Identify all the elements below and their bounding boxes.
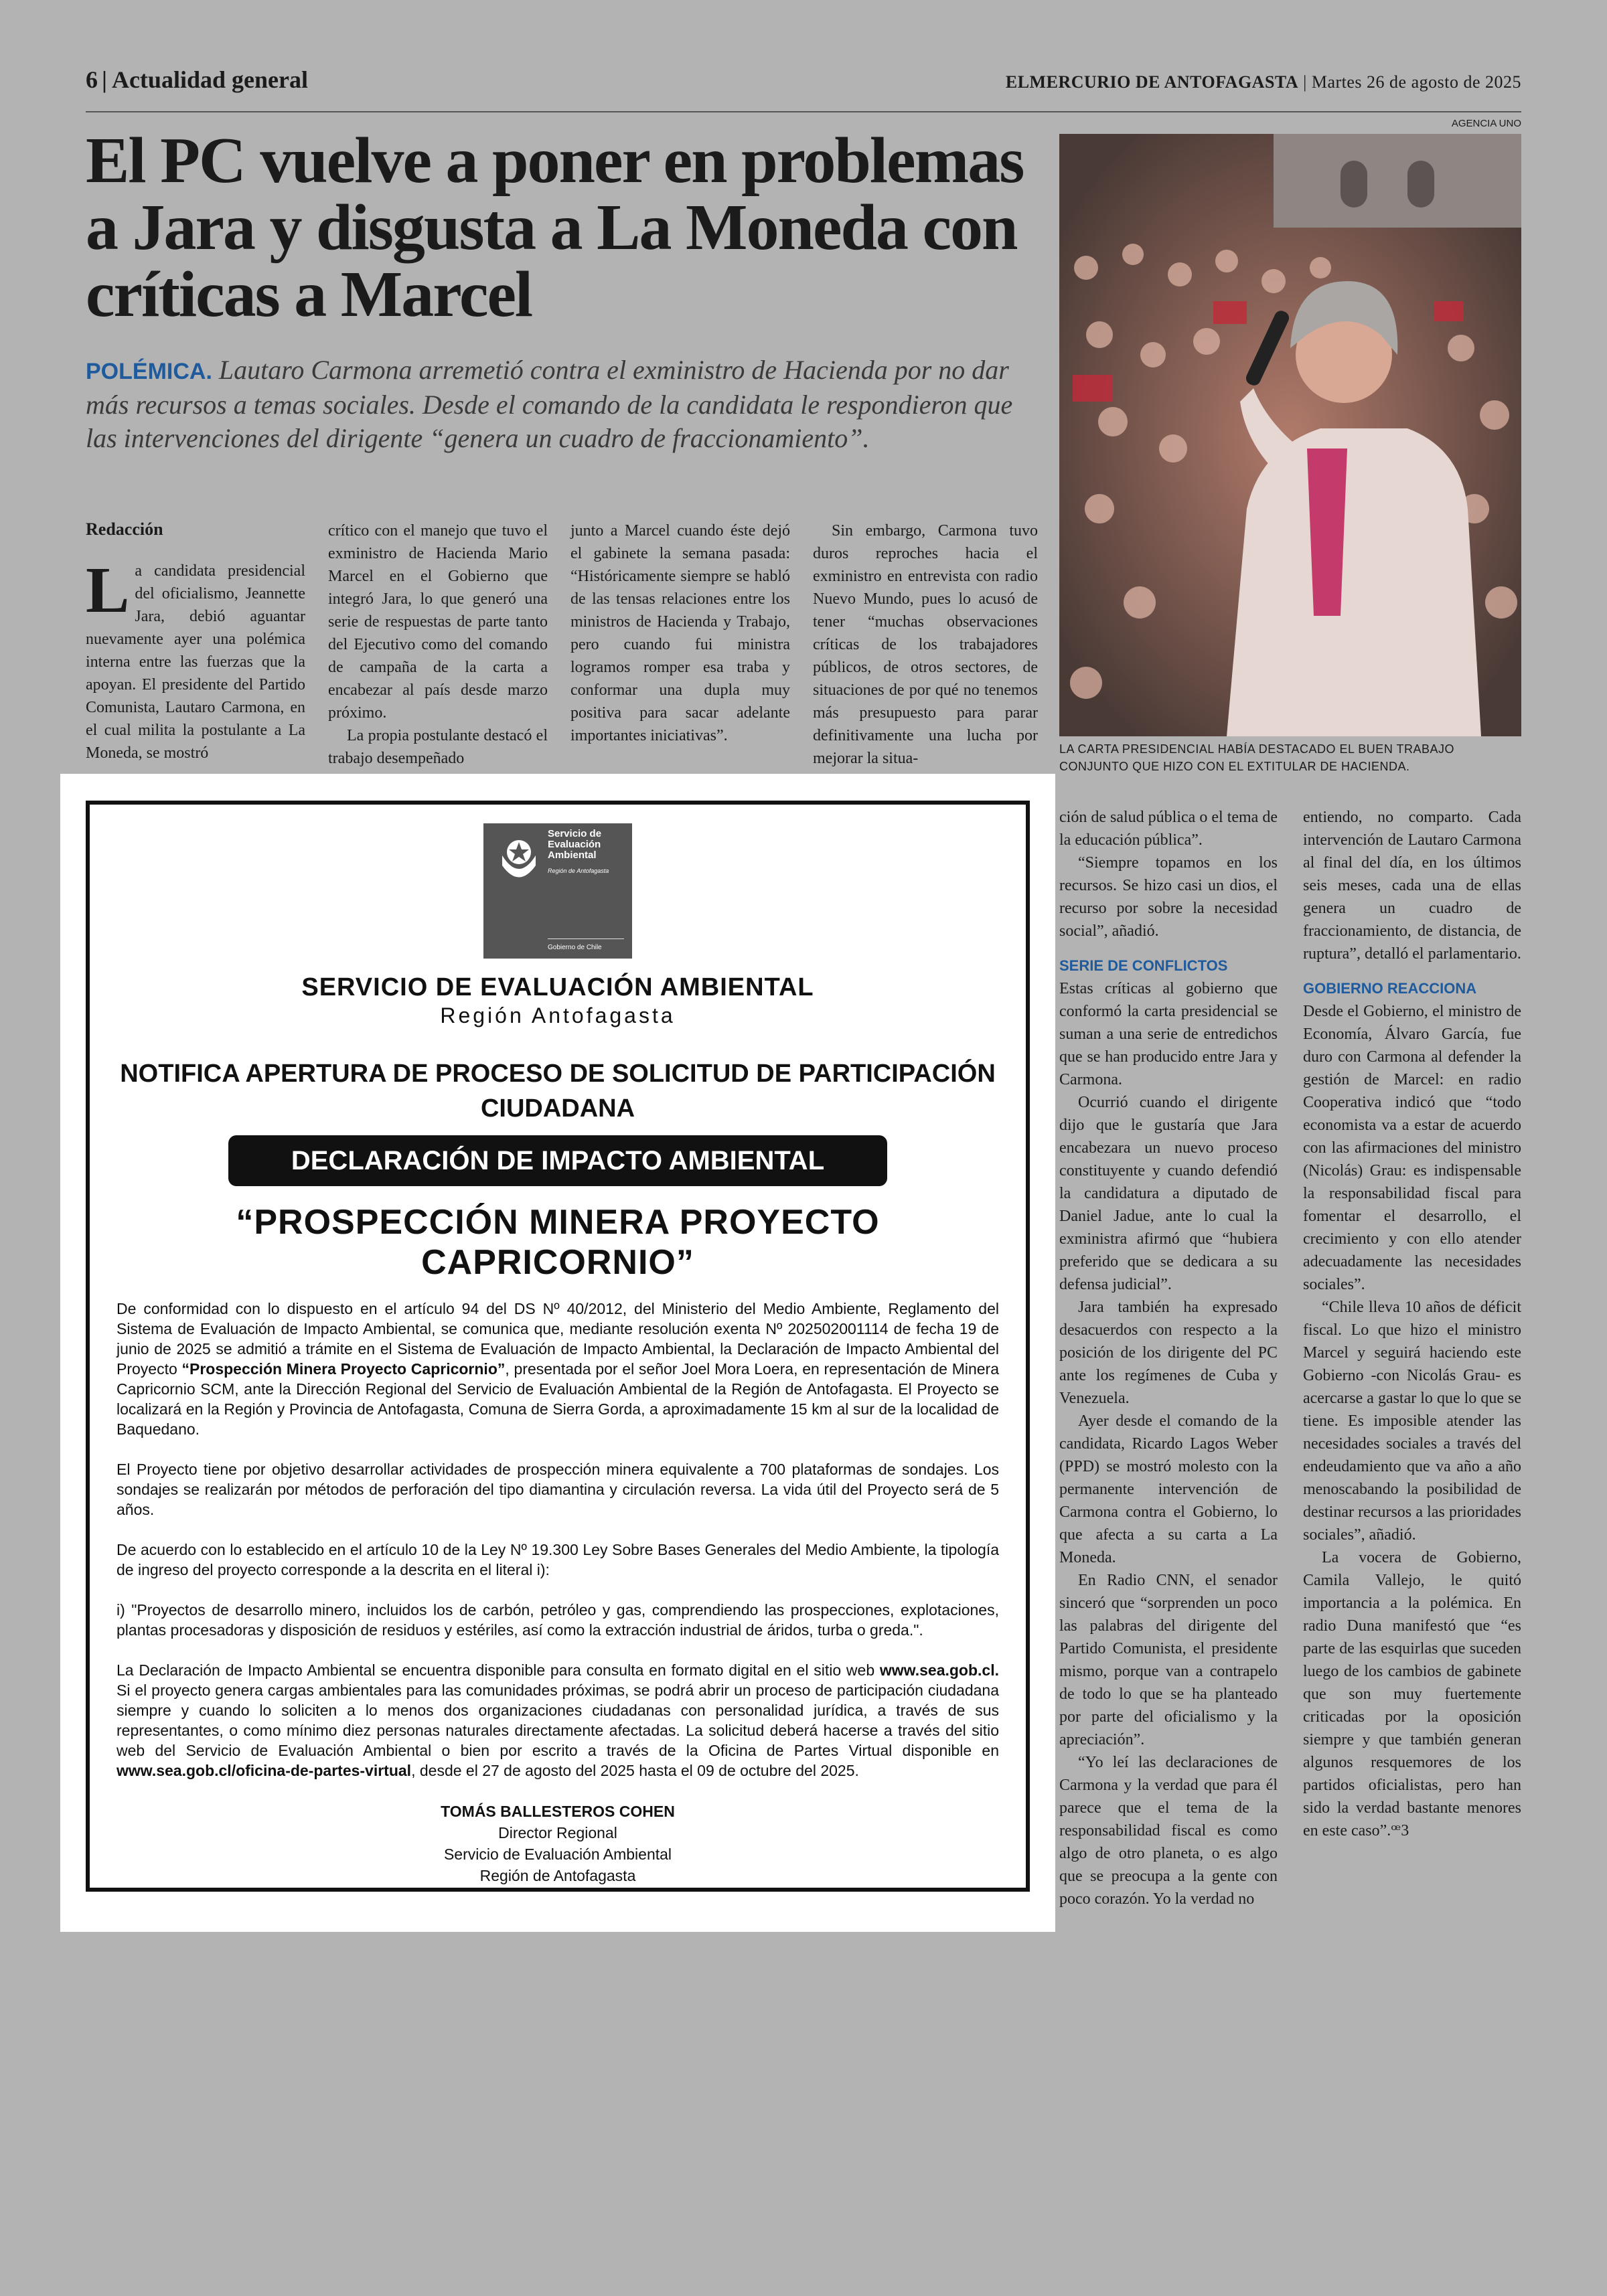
col6-paragraph: “Chile lleva 10 años de déficit fiscal. Lo que hizo el ministro Marcel y seguirá haciendo este Gobierno -con Nicolás Grau- es acercarse a gastar lo que lo que se tiene. Es imposible atender las necesidades sociales a través del endeudamiento que va año a año menoscabando la posibilidad de destinar recursos a las prioridades sociales”, añadió. [1303, 1299, 1521, 1544]
notice-region: Región Antofagasta [440, 1003, 676, 1028]
publication-date: Martes 26 de agosto de 2025 [1311, 72, 1521, 92]
col4-paragraph: Sin embargo, Carmona tuvo duros reproches hacia el exministro en entrevista con radio Nuevo Mundo, pues lo acusó de tener “muchas observaciones críticas de los trabajadores públicos, de otros sectores, de situaciones de por qué no tenemos más presupuesto para parar definitivamente una lucha por mejorar la situa- [813, 522, 1038, 767]
page-section-header: 6 | Actualidad general [86, 66, 308, 93]
sea-logo [483, 823, 632, 959]
logo-title: Servicio de Evaluación Ambiental [548, 828, 602, 861]
col2-paragraph: crítico con el manejo que tuvo el exministro de Hacienda Mario Marcel en el Gobierno que integró Jara, lo que generó una serie de respuestas de parte tanto del Ejecutivo como del comando de campaña de la carta a encabezar al país desde marzo próximo. [328, 522, 548, 722]
col6-paragraph: entiendo, no comparto. Cada intervención de Lautaro Carmona al final del día, en los últimos seis meses, cada una de ellas genera un cuadro de fraccionamiento, de distancia, de ruptura”, detalló el parlamentario. [1303, 809, 1521, 963]
subheading-government: GOBIERNO REACCIONA [1303, 980, 1477, 997]
col6-paragraph [1303, 1546, 1521, 1842]
notice-paragraph: i) "Proyectos de desarrollo minero, incluidos los de carbón, petróleo y gas, comprendiendo las prospecciones, explotaciones, plantas procesadoras y disposición de residuos y estériles, así como la extracción industrial de áridos, turba o greda.". [117, 1601, 999, 1639]
notice-signature [117, 1801, 999, 1886]
legal-notice [86, 801, 1030, 1892]
notice-text: De conformidad con lo dispuesto en el artículo 94 del DS Nº 40/2012, del Ministerio del Medio Ambiente, Reglamento del Sistema de Evaluación de Impacto Ambiental, se comunica que, mediante resolución exenta Nº 202502001114 de fecha 19 de junio de 2025 se admitió a trámite en el Sistema de Evaluación de Impacto Ambiental, la Declaración de Impacto Ambiental del Proyecto [117, 1300, 999, 1378]
article-column-1 [86, 554, 305, 764]
page-number: 6 [86, 66, 98, 93]
col5-paragraph: Jara también ha expresado desacuerdos con respecto a la posición de los dirigente del PC ante los regímenes de Cuba y Venezuela. [1059, 1299, 1278, 1407]
section-name: Actualidad general [111, 66, 308, 93]
logo-region: Región de Antofagasta [548, 868, 609, 874]
notice-paragraph [117, 1299, 999, 1439]
article-column-2 [328, 519, 548, 770]
signature-title: Director Regional [498, 1824, 617, 1841]
header-divider [86, 111, 1521, 112]
article-column-4 [813, 519, 1038, 770]
publication-line: ELMERCURIO DE ANTOFAGASTA | Martes 26 de agosto de 2025 [1005, 72, 1521, 92]
col5-paragraph: “Yo leí las declaraciones de Carmona y la verdad que para él parece que el tema de la responsabilidad fiscal es como algo de otro planeta, o es algo que se preocupa a la gente con poco corazón. Yo la verdad no [1059, 1754, 1278, 1908]
photo-caption: LA CARTA PRESIDENCIAL HABÍA DESTACADO EL BUEN TRABAJO CONJUNTO QUE HIZO CON EL EXTITULAR DE HACIENDA. [1059, 742, 1455, 773]
byline: Redacción [86, 519, 163, 539]
notice-body [117, 1299, 999, 1781]
notice-title: NOTIFICA APERTURA DE PROCESO DE SOLICITUD DE PARTICIPACIÓN CIUDADANA [120, 1060, 996, 1123]
notice-url: www.sea.gob.cl/oficina-de-partes-virtual [117, 1762, 412, 1779]
notice-text: , presentada por el señor Joel Mora Loera, en representación de Minera Capricornio SCM, ante la Dirección Regional del Servicio de Evaluación Ambiental de la Región de Antofagasta. El Proyecto se localizará en la Región y Provincia de Antofagasta, Comuna de Sierra Gorda, a aproximadamente 15 km al sur de la localidad de Baquedano. [117, 1360, 999, 1438]
signature-org: Servicio de Evaluación Ambiental [443, 1846, 672, 1863]
candidate-photo [1059, 134, 1521, 736]
col5-paragraph: Ocurrió cuando el dirigente dijo que le gustaría que Jara encabezara un nuevo proceso constituyente y cuando defendió la candidatura a diputado de Daniel Jadue, ante lo cual la exministra afirmó que “hubiera preferido que se dedicara a su defensa judicial”. [1059, 1094, 1278, 1293]
signature-region: Región de Antofagasta [479, 1867, 636, 1884]
subheading-conflicts: SERIE DE CONFLICTOS [1059, 957, 1228, 974]
notice-text: La Declaración de Impacto Ambiental se encuentra disponible para consulta en formato digital en el sitio web [117, 1661, 880, 1679]
publication-name: ELMERCURIO DE ANTOFAGASTA [1005, 72, 1299, 92]
article-lead [86, 353, 1037, 455]
coat-of-arms-icon [489, 829, 549, 889]
notice-project-name: “PROSPECCIÓN MINERA PROYECTO CAPRICORNIO” [236, 1203, 880, 1282]
signature-name: TOMÁS BALLESTEROS COHEN [441, 1803, 675, 1820]
notice-paragraph [117, 1660, 999, 1781]
article-headline: El PC vuelve a poner en problemas a Jara y disgusta a La Moneda con críticas a Marcel [86, 125, 1024, 331]
notice-paragraph: El Proyecto tiene por objetivo desarrollar actividades de prospección minera equivalente a 700 plataformas de sondajes. Los sondajes se realizarán por métodos de perforación del tipo diamantina y circulación reversa. La vida útil del Proyecto será de 5 años. [117, 1461, 999, 1518]
col3-paragraph: junto a Marcel cuando éste dejó el gabinete la semana pasada: “Históricamente siempre se habló de las tensas relaciones entre los ministros de Hacienda y Trabajo, pero cuando fui ministra logramos romper esa traba y conformar una dupla muy positiva para sacar adelante importantes iniciativas”. [570, 522, 790, 744]
col5-paragraph: ción de salud pública o el tema de la educación pública”. [1059, 809, 1278, 849]
drop-cap: L [86, 554, 130, 627]
col5-paragraph: En Radio CNN, el senador sinceró que “sorprenden un poco las palabras del dirigente del Partido Comunista, el presidente mismo, porque van a contrapelo de todo lo que se ha planteado por parte del oficialismo y la apreciación”. [1059, 1572, 1278, 1748]
notice-text: , desde el 27 de agosto del 2025 hasta el 09 de octubre del 2025. [411, 1762, 859, 1779]
col5-paragraph: Ayer desde el comando de la candidata, Ricardo Lagos Weber (PPD) se mostró molesto con la permanente intervención de Carmona contra el Gobierno, lo que afecta a su carta a La Moneda. [1059, 1412, 1278, 1566]
notice-project-bold: “Prospección Minera Proyecto Capricornio” [181, 1360, 506, 1378]
lead-tag: POLÉMICA. [86, 359, 212, 384]
end-mark: ꟹ3 [1391, 1822, 1409, 1839]
notice-agency: SERVICIO DE EVALUACIÓN AMBIENTAL [301, 973, 814, 1001]
col5-paragraph: Estas críticas al gobierno que conformó la carta presidencial se suman a una serie de entredichos que se han producido entre Jara y Carmona. [1059, 980, 1278, 1088]
notice-url: www.sea.gob.cl. [879, 1661, 999, 1679]
article-column-6 [1303, 806, 1521, 1842]
lead-text: Lautaro Carmona arremetió contra el exministro de Hacienda por no dar más recursos a temas sociales. Desde el comando de la candidata le respondieron que las intervenciones del dirigente “genera un cuadro de fraccionamiento”. [86, 355, 1013, 453]
col1-text: a candidata presidencial del oficialismo, Jeannette Jara, debió aguantar nuevamente ayer una polémica interna entre las fuerzas que la apoyan. El presidente del Partido Comunista, Lautaro Carmona, en el cual milita la postulante a La Moneda, se mostró [86, 562, 305, 762]
logo-divider [548, 938, 624, 939]
article-column-5 [1059, 806, 1278, 1910]
col6-paragraph-text: La vocera de Gobierno, Camila Vallejo, le quitó importancia a la polémica. En radio Duna manifestó que “es parte de las esquirlas que suceden luego de los cambios de gabinete que son muy fuertemente criticadas por la oposición siempre y que también generan algunos resquemores de los partidos oficialistas, pero han sido la verdad bastante menores en este caso”. [1303, 1549, 1521, 1839]
col6-paragraph: Desde el Gobierno, el ministro de Economía, Álvaro García, fue duro con Carmona al defender la gestión de Marcel: en radio Cooperativa indicó que “todo economista va a estar de acuerdo con las afirmaciones del ministro (Nicolás) Grau: es indispensable la responsabilidad fiscal para fomentar el desarrollo, el crecimiento y con ello atender adecuadamente las necesidades sociales”. [1303, 1003, 1521, 1293]
notice-doc-type: DECLARACIÓN DE IMPACTO AMBIENTAL [228, 1135, 887, 1186]
photo-credit: AGENCIA UNO [1451, 118, 1521, 129]
col5-paragraph: “Siempre topamos en los recursos. Se hizo casi un dios, el recurso por sobre la necesidad social”, añadió. [1059, 854, 1278, 940]
notice-paragraph: De acuerdo con lo establecido en el artículo 10 de la Ley Nº 19.300 Ley Sobre Bases Generales del Medio Ambiente, la tipología de ingreso del proyecto corresponde a la descrita en el literal i): [117, 1541, 999, 1578]
logo-government: Gobierno de Chile [548, 944, 602, 951]
crowd-photo-illustration [1059, 134, 1521, 736]
notice-text: Si el proyecto genera cargas ambientales para las comunidades próximas, se podrá abrir un proceso de participación ciudadana siempre y cuando lo soliciten a lo menos dos organizaciones ciudadanas con personalidad jurídica, a través de sus representantes, o como mínimo diez personas naturales directamente afectadas. La solicitud deberá hacerse a través del sitio web del Servicio de Evaluación Ambiental o bien por escrito a través de la Oficina de Partes Virtual disponible en [117, 1682, 999, 1759]
article-column-3 [570, 519, 790, 747]
col2-paragraph: La propia postulante destacó el trabajo desempeñado [328, 727, 548, 767]
